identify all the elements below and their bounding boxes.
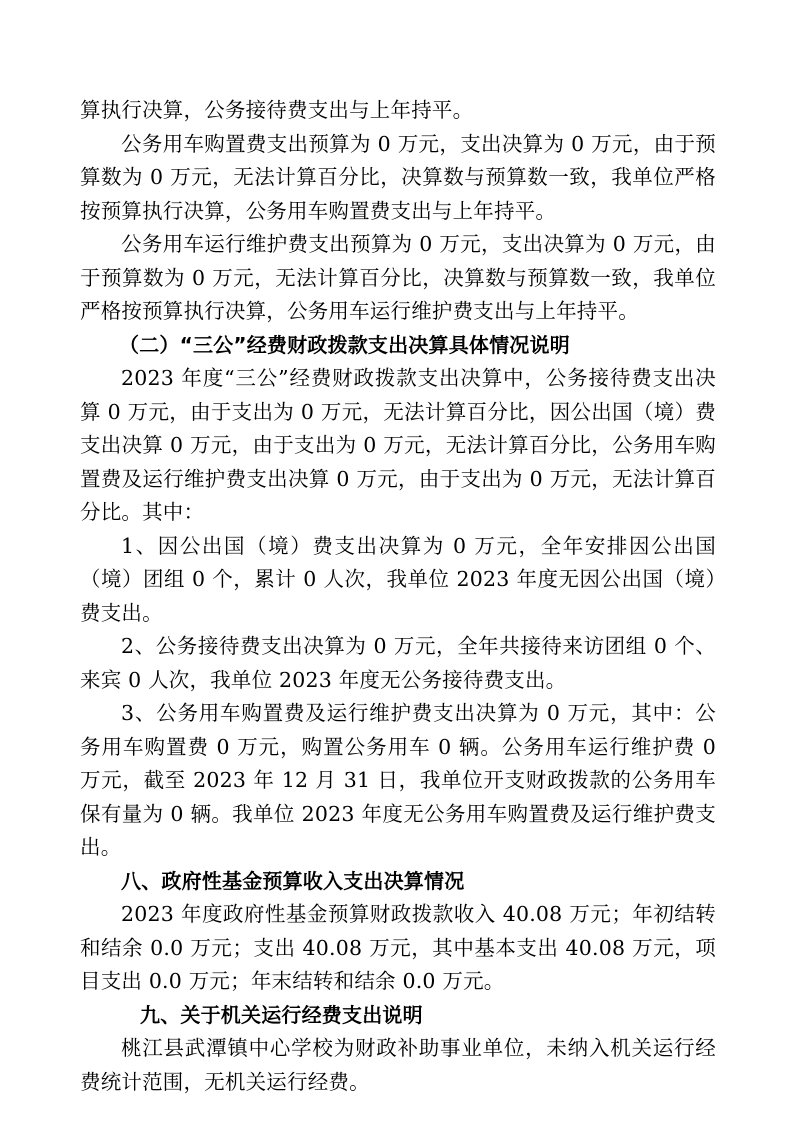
- paragraph-vehicle-purchase: 公务用车购置费支出预算为 0 万元，支出决算为 0 万元，由于预算数为 0 万元，无法计算百分比，决算数与预算数一致，我单位严格按预算执行决算，公务用车购置费支出与上年持平。: [80, 131, 716, 223]
- heading-three-public-expenses: （二）“三公”经费财政拨款支出决算具体情况说明: [119, 332, 570, 357]
- document-body: [80, 94, 716, 1099]
- paragraph-overseas-travel: 1、因公出国（境）费支出决算为 0 万元，全年安排因公出国（境）团组 0 个，累计 0 人次，我单位 2023 年度无因公出国（境）费支出。: [80, 533, 716, 625]
- paragraph-three-public-summary: 2023 年度“三公”经费财政拨款支出决算中，公务接待费支出决算 0 万元，由于支出为 0 万元，无法计算百分比，因公出国（境）费支出决算 0 万元，由于支出为 0 万元，无法计算百分比，公务用车购置费及运行维护费支出决算 0 万元，由于支出为 0 万元，无法计算百分比。其中：: [80, 366, 716, 524]
- paragraph-reception-fee-conclusion: 算执行决算，公务接待费支出与上年持平。: [80, 98, 474, 122]
- heading-government-fund: 八、政府性基金预算收入支出决算情况: [121, 868, 465, 893]
- paragraph-official-reception: 2、公务接待费支出决算为 0 万元，全年共接待来访团组 0 个、来宾 0 人次，我单位 2023 年度无公务接待费支出。: [80, 634, 716, 692]
- paragraph-government-fund: 2023 年度政府性基金预算财政拨款收入 40.08 万元；年初结转和结余 0.0 万元；支出 40.08 万元，其中基本支出 40.08 万元，项目支出 0.0 万元；年末结转和结余 0.0 万元。: [80, 902, 716, 993]
- paragraph-operating-expenses: 桃江县武潭镇中心学校为财政补助事业单位，未纳入机关运行经费统计范围，无机关运行经费。: [80, 1036, 716, 1094]
- heading-operating-expenses: 九、关于机关运行经费支出说明: [140, 1002, 423, 1027]
- paragraph-official-vehicles: 3、公务用车购置费及运行维护费支出决算为 0 万元，其中：公务用车购置费 0 万元，购置公务用车 0 辆。公务用车运行维护费 0 万元，截至 2023 年 12 月 31 日，我单位开支财政拨款的公务用车保有量为 0 辆。我单位 2023 年度无公务用车购置费及运行维护费支出。: [80, 701, 716, 859]
- paragraph-vehicle-maintenance: 公务用车运行维护费支出预算为 0 万元，支出决算为 0 万元，由于预算数为 0 万元，无法计算百分比，决算数与预算数一致，我单位严格按预算执行决算，公务用车运行维护费支出与上年持平。: [80, 232, 716, 323]
